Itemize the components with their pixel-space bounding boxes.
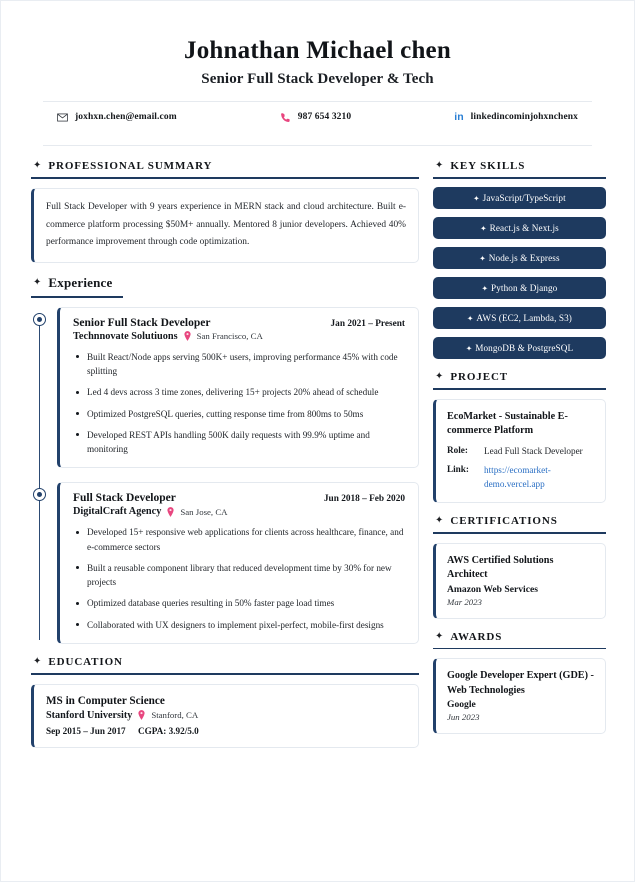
experience-bullet: Optimized PostgreSQL queries, cutting response time from 800ms to 50ms [73,407,405,421]
summary-heading: PROFESSIONAL SUMMARY [48,160,213,173]
skill-pill[interactable] [433,217,606,239]
star-icon: ✦ [435,371,444,383]
candidate-name: Johnathan Michael chen [184,37,451,64]
awards-heading: AWARDS [450,630,503,643]
award-org: Google [447,699,476,711]
skill-pill[interactable] [433,337,606,359]
skill-label: AWS (EC2, Lambda, S3) [476,313,572,324]
section-professional-summary [31,160,419,263]
experience-heading: Experience [48,275,113,291]
linkedin-icon: in [454,111,464,124]
resume-header [31,27,604,146]
education-degree: MS in Computer Science [46,694,165,707]
star-icon: ✦ [435,160,444,172]
contact-phone-text: 987 654 3210 [297,112,352,123]
star-icon: ✦ [473,194,480,204]
skills-heading-rule [433,177,606,179]
experience-bullet: Led 4 devs across 3 time zones, delivering 15+ projects 20% ahead of schedule [73,385,405,399]
experience-role: Senior Full Stack Developer [73,316,211,329]
experience-bullet: Built React/Node apps serving 500K+ users, improving performance 45% with code splitting [73,350,405,379]
project-title: EcoMarket - Sustainable E-commerce Platform [447,410,568,437]
skill-pill[interactable] [433,187,606,209]
skill-label: MongoDB & PostgreSQL [475,343,574,354]
certification-title: AWS Certified Solutions Architect [447,554,554,581]
project-role-value: Lead Full Stack Developer [484,445,583,456]
experience-item [57,307,419,469]
experience-subheader [73,331,405,342]
project-heading-rule [433,388,606,390]
experience-card [57,307,419,469]
summary-heading-row [31,160,419,172]
experience-location: San Francisco, CA [196,331,263,342]
contact-phone[interactable] [280,111,351,123]
education-meta [46,726,406,736]
contact-email-text: joxhxn.chen@email.com [75,112,177,123]
experience-bullet: Collaborated with UX designers to implement pixel-perfect, mobile-first designs [73,618,405,632]
experience-company: Technnovate Solutiuons [73,330,178,342]
candidate-title: Senior Full Stack Developer & Tech [201,71,434,88]
contact-linkedin-text: linkedincominjohxnchenx [470,112,578,123]
experience-heading-rule [31,296,123,298]
award-date: Jun 2023 [447,712,480,723]
certifications-heading-rule [433,532,606,534]
experience-card [57,482,419,644]
phone-icon [280,112,291,123]
left-column [31,160,419,760]
star-icon: ✦ [465,344,473,354]
skills-heading-row [433,160,606,172]
star-icon: ✦ [435,514,444,526]
section-awards [433,631,606,735]
location-pin-icon [138,710,145,720]
awards-heading-rule [433,648,606,650]
star-icon: ✦ [33,655,42,667]
location-pin-icon [184,331,191,341]
award-card [433,658,606,734]
experience-timeline [31,307,419,644]
timeline-marker-icon [33,488,46,501]
star-icon: ✦ [33,277,42,289]
skill-label: Node.js & Express [488,253,560,264]
timeline-marker-icon [33,313,46,326]
contact-email[interactable] [57,111,177,123]
certifications-heading-row [433,515,606,527]
experience-role: Full Stack Developer [73,492,176,505]
education-subheader [46,710,406,721]
certifications-heading: CERTIFICATIONS [450,514,558,527]
project-heading: PROJECT [450,371,509,384]
awards-heading-row [433,631,606,643]
contact-linkedin[interactable] [454,111,578,123]
section-key-skills [433,160,606,359]
experience-bullet: Developed 15+ responsive web applications for clients across healthcare, finance, and e-commerce sectors [73,525,405,554]
award-title: Google Developer Expert (GDE) - Web Technologies [447,670,594,696]
experience-bullets [73,525,405,632]
experience-bullet: Developed REST APIs handling 500K daily requests with 99.9% uptime and monitoring [73,428,405,457]
project-link-label: Link: [447,464,469,475]
star-icon: ✦ [481,284,489,294]
skill-pill[interactable] [433,247,606,269]
experience-header [73,492,405,504]
project-heading-row [433,371,606,383]
project-link-value[interactable]: https://ecomarket-demo.vercel.app [484,465,551,489]
header-divider-bottom [43,145,592,146]
star-icon: ✦ [33,160,42,172]
experience-location: San Jose, CA [180,506,228,517]
star-icon: ✦ [479,254,486,264]
certification-org: Amazon Web Services [447,583,538,595]
experience-date: Jun 2018 – Feb 2020 [323,494,405,505]
certification-card [433,543,606,619]
skill-label: React.js & Next.js [489,223,559,234]
experience-date: Jan 2021 – Present [330,318,405,329]
experience-bullets [73,350,405,457]
experience-heading-row [31,275,419,291]
experience-company: DigitalCraft Agency [73,506,162,518]
project-link-row[interactable] [447,464,594,491]
summary-text: Full Stack Developer with 9 years experience in MERN stack and cloud architecture. Built e-commerce platform processing $50M+ annually. Mentored 8 junior developers. Achieved 40% performance improvement through code optimization. [46,202,406,248]
project-card [433,399,606,503]
section-experience [31,275,419,644]
experience-bullet: Optimized database queries resulting in 50% faster page load times [73,596,405,610]
skill-label: JavaScript/TypeScript [482,193,566,204]
education-card [31,684,419,748]
education-gpa: CGPA: 3.92/5.0 [137,725,199,736]
experience-item [57,482,419,644]
experience-header [73,317,405,329]
summary-heading-rule [31,177,419,179]
project-role-row [447,445,594,458]
star-icon: ✦ [435,630,444,642]
section-education [31,656,419,748]
skill-pill[interactable] [433,307,606,329]
summary-card [31,188,419,263]
contact-bar [31,102,604,132]
education-school: Stanford University [46,709,133,721]
location-pin-icon [167,507,174,517]
education-heading: EDUCATION [48,655,123,668]
right-column [433,160,606,760]
education-dates: Sep 2015 – Jun 2017 [46,725,126,736]
project-role-label: Role: [447,444,468,455]
section-certifications [433,515,606,619]
experience-bullet: Built a reusable component library that reduced development time by 30% for new projects [73,561,405,590]
skill-pill[interactable] [433,277,606,299]
resume-body [31,160,604,760]
star-icon: ✦ [467,314,474,324]
education-heading-row [31,656,419,668]
certification-date: Mar 2023 [447,596,482,607]
experience-subheader [73,506,405,517]
section-project [433,371,606,503]
envelope-icon [57,113,68,122]
star-icon: ✦ [480,224,487,234]
education-location: Stanford, CA [151,710,199,721]
skill-label: Python & Django [491,283,558,294]
skills-heading: KEY SKILLS [450,160,526,173]
education-heading-rule [31,673,419,675]
